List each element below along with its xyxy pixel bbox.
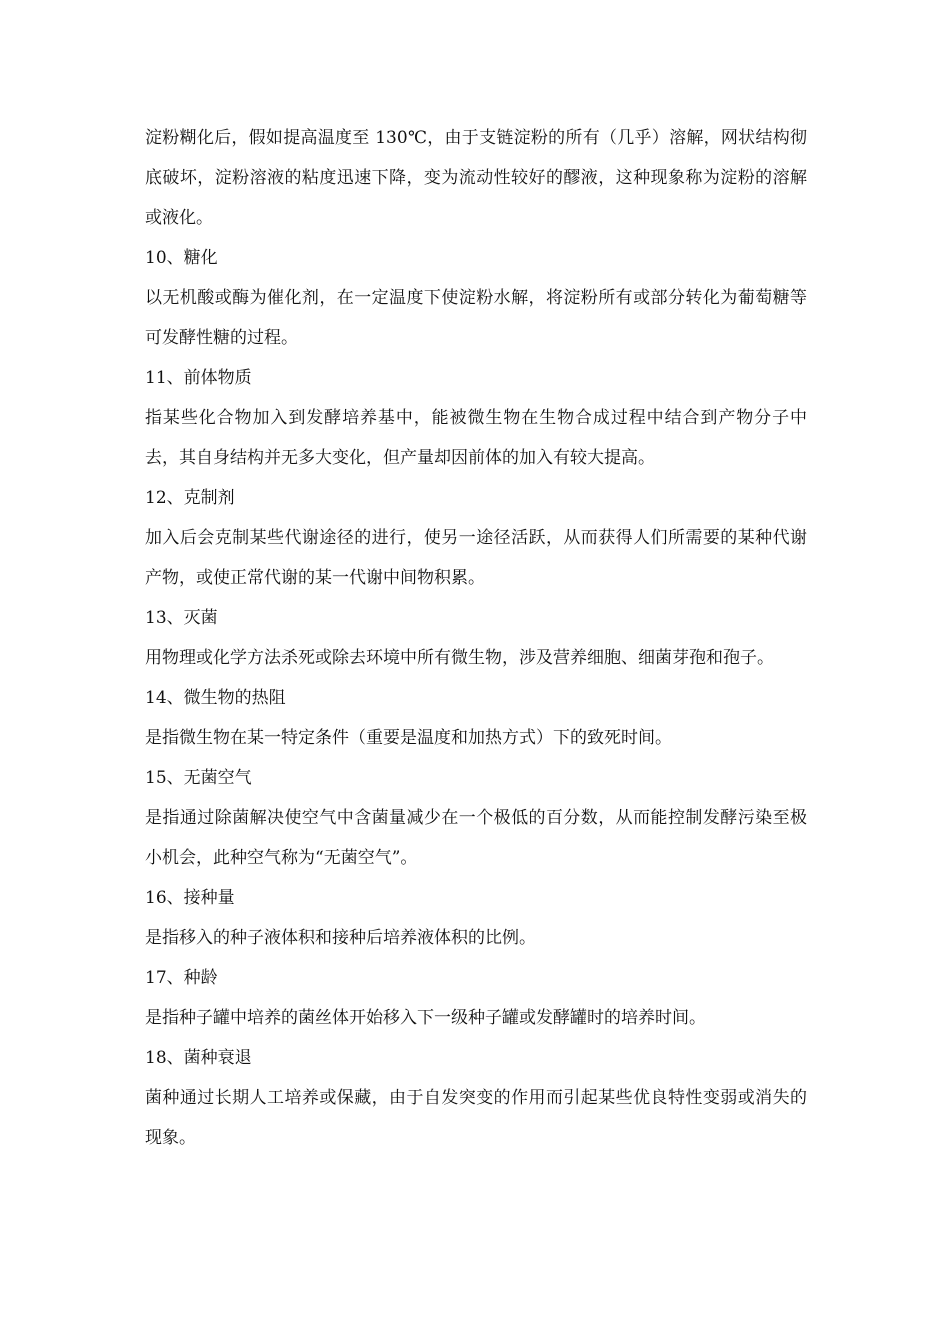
section-body-12: 加入后会克制某些代谢途径的进行，使另一途径活跃，从而获得人们所需要的某种代谢产物，或使正常代谢的某一代谢中间物积累。 [145, 528, 807, 588]
section-body-18: 菌种通过长期人工培养或保藏，由于自发突变的作用而引起某些优良特性变弱或消失的现象。 [145, 1088, 807, 1148]
section-body-17: 是指种子罐中培养的菌丝体开始移入下一级种子罐或发酵罐时的培养时间。 [145, 1008, 706, 1028]
section-body-16: 是指移入的种子液体积和接种后培养液体积的比例。 [145, 928, 536, 948]
section-body-13: 用物理或化学方法杀死或除去环境中所有微生物，涉及营养细胞、细菌芽孢和孢子。 [145, 648, 774, 668]
section-heading-14: 14、微生物的热阻 [145, 688, 286, 708]
section-body-11: 指某些化合物加入到发酵培养基中，能被微生物在生物合成过程中结合到产物分子中去，其自身结构并无多大变化，但产量却因前体的加入有较大提高。 [145, 408, 807, 468]
section-heading-15: 15、无菌空气 [145, 768, 252, 788]
section-heading-11: 11、前体物质 [145, 368, 252, 388]
document-body [145, 118, 807, 1158]
section-body-15: 是指通过除菌解决使空气中含菌量减少在一个极低的百分数，从而能控制发酵污染至极小机会，此种空气称为“无菌空气”。 [145, 808, 807, 868]
section-heading-10: 10、糖化 [145, 248, 218, 268]
section-heading-13: 13、灭菌 [145, 608, 218, 628]
section-heading-17: 17、种龄 [145, 968, 218, 988]
section-heading-16: 16、接种量 [145, 888, 235, 908]
section-heading-18: 18、菌种衰退 [145, 1048, 252, 1068]
section-body-14: 是指微生物在某一特定条件（重要是温度和加热方式）下的致死时间。 [145, 728, 672, 748]
intro-paragraph: 淀粉糊化后，假如提高温度至 130℃，由于支链淀粉的所有（几乎）溶解，网状结构彻底破坏，淀粉溶液的粘度迅速下降，变为流动性较好的醪液，这种现象称为淀粉的溶解或液化。 [145, 128, 807, 228]
section-body-10: 以无机酸或酶为催化剂，在一定温度下使淀粉水解，将淀粉所有或部分转化为葡萄糖等可发酵性糖的过程。 [145, 288, 807, 348]
section-heading-12: 12、克制剂 [145, 488, 235, 508]
